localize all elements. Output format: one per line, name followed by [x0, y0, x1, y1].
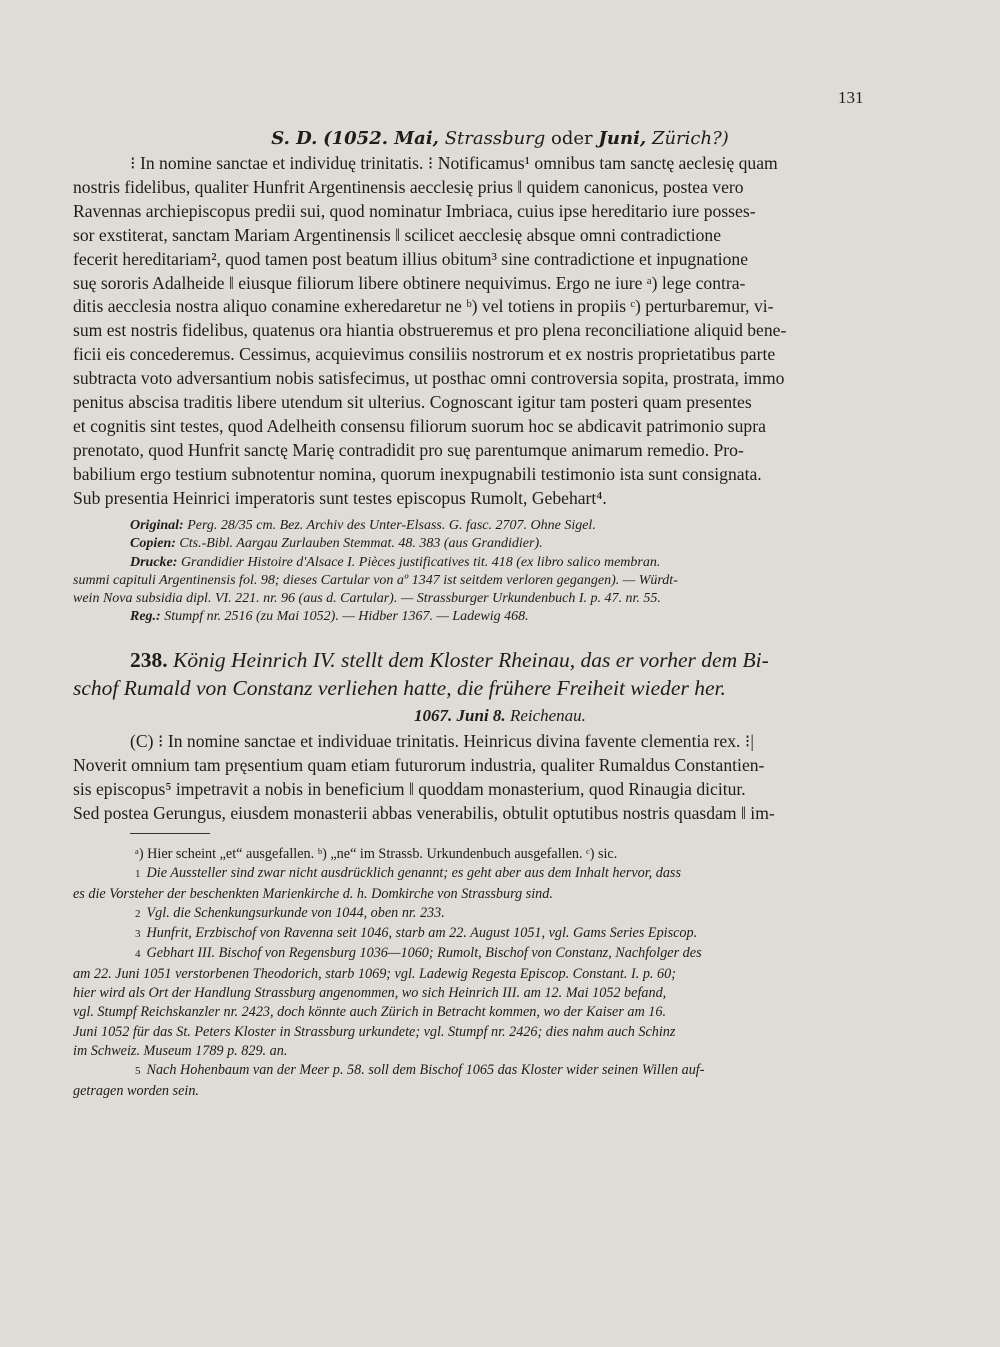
document-number: 238. [130, 648, 168, 672]
footnote-1-cont: es die Vorsteher der beschenkten Marienkirche d. h. Domkirche von Strassburg sind. [73, 885, 553, 902]
charter1-line: nostris fidelibus, qualiter Hunfrit Argentinensis aecclesię prius ‖ quidem canonicus, postea vero [73, 176, 744, 197]
doc-day: Juni 8. [456, 706, 506, 725]
note-reg [73, 608, 873, 626]
footnote-divider [130, 833, 210, 834]
doc-place: Reichenau. [509, 706, 586, 725]
charter1-line: subtracta voto adversantium nobis satisfecimus, ut posthac omni controversia sopita, prostrata, immo [73, 368, 785, 389]
page-number: 131 [838, 88, 864, 107]
note-drucke [73, 554, 873, 572]
source-notes [73, 517, 873, 627]
note-copien [73, 535, 873, 553]
charter1-line: penitus abscisa traditis libere utendum sit ulterius. Cognoscant igitur tam posteri quam presentes [73, 392, 752, 413]
footnote-text: Gebhart III. Bischof von Regensburg 1036—1060; Rumolt, Bischof von Constanz, Nachfolger des [146, 945, 702, 962]
note-text: Stumpf nr. 2516 (zu Mai 1052). — Hidber 1367. — Ladewig 468. [164, 609, 529, 625]
charter238-line: sis episcopus⁵ impetravit a nobis in beneficium ‖ quoddam monasterium, quod Rinaugia dicitur. [73, 778, 746, 799]
document-title-line2: schof Rumald von Constanz verliehen hatte, die frühere Freiheit wieder her. [73, 676, 726, 700]
footnote-5-cont: getragen worden sein. [73, 1082, 199, 1099]
footnote-text: Die Aussteller sind zwar nicht ausdrücklich genannt; es geht aber aus dem Inhalt hervor, dass [146, 865, 681, 882]
charter238-line: Sed postea Gerungus, eiusdem monasterii abbas venerabilis, obtulit optutibus nostris quasdam ‖ im- [73, 802, 775, 823]
charter1-line: et cognitis sint testes, quod Adelheith consensu filiorum suorum hoc se abdicavit patrimonio supra [73, 415, 766, 436]
footnote-2 [73, 904, 878, 924]
heading-sd: S. D. [271, 128, 318, 149]
footnote-4-cont: hier wird als Ort der Handlung Strassburg angenommen, wo sich Heinrich III. am 12. Mai 1052 befand, [73, 985, 667, 1002]
note-text: Perg. 28/35 cm. Bez. Archiv des Unter-Elsass. G. fasc. 2707. Ohne Sigel. [187, 518, 596, 533]
footnote-text: Vgl. die Schenkungsurkunde von 1044, oben nr. 233. [146, 904, 445, 921]
charter1-line: Sub presentia Heinrici imperatoris sunt testes episcopus Rumolt, Gebehart⁴. [73, 487, 607, 508]
footnote-4 [73, 944, 878, 964]
charter1-line: prenotato, quod Hunfrit sanctę Marię contradidit pro suę parentumque animarum remedio. Pro- [73, 439, 744, 460]
charter238-line: (C) ⁝ In nomine sanctae et individuae trinitatis. Heinricus divina favente clementia rex. ⁝| [130, 731, 754, 751]
footnote-mark: 4 [135, 948, 141, 961]
note-text: Grandidier Histoire d'Alsace I. Pièces justificatives tit. 418 (ex libro salico membran. [180, 554, 661, 570]
charter1-line: ⁝ In nomine sanctae et individuę trinitatis. ⁝ Notificamus¹ omnibus tam sanctę aeclesię quam [130, 153, 778, 173]
note-label: Original: [130, 518, 184, 533]
footnote-text: Hunfrit, Erzbischof von Ravenna seit 1046, starb am 22. August 1051, vgl. Gams Series Episcop. [146, 925, 698, 942]
doc-year: 1067. [414, 706, 453, 725]
charter1-line: ficii eis concederemus. Cessimus, acquievimus consiliis nostrorum et ex nostris proprietatibus parte [73, 344, 776, 365]
heading-place1: Strassburg [444, 128, 546, 149]
heading-place2: Zürich?) [651, 128, 729, 149]
footnote-4-cont: vgl. Stumpf Reichskanzler nr. 2423, doch könnte auch Zürich in Betracht kommen, wo der Kaiser am 16. [73, 1004, 667, 1021]
charter1-line: fecerit hereditariam², quod tamen post beatum illius obitum³ sine contradictione et inpugnatione [73, 248, 749, 269]
charter1-line: ditis aecclesia nostra aliquo conamine exheredaretur ne ᵇ) vel totiens in propiis ᶜ) perturbaremur, vi- [73, 296, 774, 317]
note-original [73, 517, 873, 535]
footnote-4-cont: im Schweiz. Museum 1789 p. 829. an. [73, 1042, 288, 1059]
footnote-mark: 3 [135, 928, 141, 941]
footnote-mark: 2 [135, 907, 141, 920]
note-text: Cts.-Bibl. Aargau Zurlauben Stemmat. 48. 383 (aus Grandidier). [179, 536, 543, 552]
charter1-line: suę sororis Adalheide ‖ eiusque filiorum libere obtinere nequivimus. Ergo ne iure ᵃ) lege contra- [73, 272, 746, 293]
note-label: Drucke: [130, 554, 178, 570]
document-title-line1: König Heinrich IV. stellt dem Kloster Rheinau, das er vorher dem Bi- [173, 648, 769, 672]
charter238-line: Noverit omnium tam pręsentium quam etiam futurorum industria, qualiter Rumaldus Constantien- [73, 754, 765, 775]
footnote-text: Nach Hohenbaum van der Meer p. 58. soll dem Bischof 1065 das Kloster wider seinen Willen auf- [146, 1062, 705, 1079]
footnote-4-cont: Juni 1052 für das St. Peters Kloster in Strassburg urkundete; vgl. Stumpf nr. 2426; dies nahm auch Schinz [73, 1023, 676, 1040]
footnotes [73, 845, 878, 1101]
document-238-title [73, 646, 873, 702]
footnote-3 [73, 924, 878, 944]
note-drucke-cont: summi capituli Argentinensis fol. 98; dieses Cartular von aº 1347 ist seitdem verloren gegangen). — Würdt- [73, 572, 678, 588]
footnote-4-cont: am 22. Juni 1051 verstorbenen Theodorich, starb 1069; vgl. Ladewig Regesta Episcop. Constant. I. p. 60; [73, 965, 676, 982]
charter238-text [73, 730, 873, 826]
footnote-mark: 5 [135, 1065, 141, 1078]
note-label: Copien: [130, 536, 176, 552]
footnote-5 [73, 1061, 878, 1081]
footnote-mark: 1 [135, 868, 141, 881]
footnote-1 [73, 864, 878, 884]
charter-heading [0, 128, 1000, 149]
charter1-line: Ravennas archiepiscopus predii sui, quod nominatur Imbriaca, cuius ipse hereditario iure posses- [73, 200, 756, 221]
charter1-text [73, 152, 873, 511]
document-238-date [0, 706, 1000, 726]
charter1-line: sor exstiterat, sanctam Mariam Argentinensis ‖ scilicet aecclesię absque omni contradictione [73, 224, 722, 245]
note-label: Reg.: [130, 609, 161, 625]
footnote-letters: ᵃ) Hier scheint „et“ ausgefallen. ᵇ) „ne“ im Strassb. Urkundenbuch ausgefallen. ᶜ) sic. [135, 846, 618, 862]
charter1-line: babilium ergo testium subnotentur nomina, quorum inexpugnabili testimonio ista sunt consignata. [73, 463, 762, 484]
charter1-line: sum est nostris fidelibus, quatenus ora hiantia obstrueremus et pro plena reconciliatione aliquid bene- [73, 320, 787, 341]
heading-date: (1052. Mai, [323, 128, 439, 149]
heading-oder: oder [551, 128, 593, 149]
note-drucke-cont: wein Nova subsidia dipl. VI. 221. nr. 96 (aus d. Cartular). — Strassburger Urkundenbuch I. p. 47. nr. 55. [73, 591, 661, 607]
heading-alt-date: Juni, [598, 128, 647, 149]
